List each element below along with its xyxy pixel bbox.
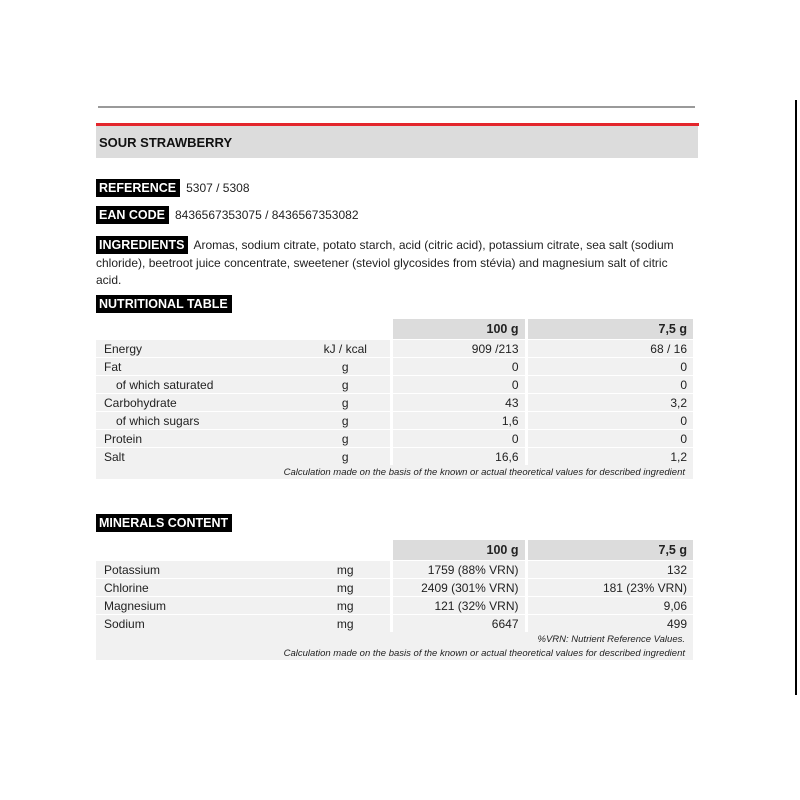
- nutrient-unit: g: [301, 376, 391, 394]
- ingredients-label: INGREDIENTS: [96, 236, 188, 254]
- value-serving: 499: [526, 615, 693, 633]
- minerals-section: [96, 514, 232, 532]
- nutrient-unit: g: [301, 430, 391, 448]
- nutrient-name: Energy: [96, 340, 301, 358]
- value-serving: 132: [526, 561, 693, 579]
- nutrient-name: Carbohydrate: [96, 394, 301, 412]
- value-100g: 0: [391, 376, 526, 394]
- nutrition-footnote-row: [96, 465, 693, 479]
- nutrition-section: [96, 295, 232, 313]
- nutrition-header-row: [96, 319, 693, 340]
- table-row: [96, 561, 693, 579]
- table-row: [96, 394, 693, 412]
- mineral-name: Magnesium: [96, 597, 301, 615]
- value-serving: 0: [526, 358, 693, 376]
- value-100g: 1,6: [391, 412, 526, 430]
- value-100g: 121 (32% VRN): [391, 597, 526, 615]
- nutrient-name: Salt: [96, 448, 301, 466]
- nutrient-name: of which saturated: [96, 376, 301, 394]
- minerals-table: [96, 540, 693, 660]
- col-100g-header: 100 g: [391, 540, 526, 561]
- header-blank: [301, 540, 391, 561]
- nutrient-unit: g: [301, 412, 391, 430]
- mineral-unit: mg: [301, 561, 391, 579]
- value-serving: 3,2: [526, 394, 693, 412]
- value-100g: 2409 (301% VRN): [391, 579, 526, 597]
- ean-line: [96, 206, 359, 224]
- value-serving: 68 / 16: [526, 340, 693, 358]
- value-serving: 9,06: [526, 597, 693, 615]
- col-serving-header: 7,5 g: [526, 319, 693, 340]
- table-row: [96, 615, 693, 633]
- value-serving: 0: [526, 430, 693, 448]
- table-row: [96, 430, 693, 448]
- value-100g: 43: [391, 394, 526, 412]
- mineral-unit: mg: [301, 579, 391, 597]
- table-row: [96, 412, 693, 430]
- nutrition-label: NUTRITIONAL TABLE: [96, 295, 232, 313]
- mineral-name: Potassium: [96, 561, 301, 579]
- mineral-unit: mg: [301, 597, 391, 615]
- product-name: SOUR STRAWBERRY: [99, 134, 233, 150]
- value-serving: 0: [526, 412, 693, 430]
- value-serving: 0: [526, 376, 693, 394]
- value-serving: 1,2: [526, 448, 693, 466]
- nutrient-unit: g: [301, 448, 391, 466]
- table-row: [96, 376, 693, 394]
- header-blank: [96, 319, 301, 340]
- mineral-unit: mg: [301, 615, 391, 633]
- nutrient-name: Fat: [96, 358, 301, 376]
- nutrition-table: [96, 319, 693, 479]
- nutrient-name: Protein: [96, 430, 301, 448]
- value-100g: 6647: [391, 615, 526, 633]
- product-title: [96, 126, 698, 158]
- nutrient-unit: kJ / kcal: [301, 340, 391, 358]
- minerals-footnote: Calculation made on the basis of the known or actual theoretical values for described ingredient: [96, 646, 693, 660]
- minerals-header-row: [96, 540, 693, 561]
- value-serving: 181 (23% VRN): [526, 579, 693, 597]
- reference-label: REFERENCE: [96, 179, 180, 197]
- reference-line: [96, 179, 250, 197]
- nutrition-footnote: Calculation made on the basis of the known or actual theoretical values for described ingredient: [96, 465, 693, 479]
- value-100g: 16,6: [391, 448, 526, 466]
- nutrient-unit: g: [301, 358, 391, 376]
- minerals-footnote-row: [96, 646, 693, 660]
- table-row: [96, 358, 693, 376]
- col-100g-header: 100 g: [391, 319, 526, 340]
- ingredients-text: Aromas, sodium citrate, potato starch, acid (citric acid), potassium citrate, sea salt (sodium chloride), beetroot juice concentrate, sweetener (steviol glycosides from stévia) and magnesium salt of citric acid.: [96, 238, 674, 287]
- right-edge-line: [795, 100, 797, 695]
- value-100g: 909 /213: [391, 340, 526, 358]
- nutrient-unit: g: [301, 394, 391, 412]
- reference-value: 5307 / 5308: [186, 181, 250, 195]
- table-row: [96, 340, 693, 358]
- table-row: [96, 597, 693, 615]
- ean-value: 8436567353075 / 8436567353082: [174, 208, 359, 222]
- mineral-name: Chlorine: [96, 579, 301, 597]
- mineral-name: Sodium: [96, 615, 301, 633]
- nutrient-name: of which sugars: [96, 412, 301, 430]
- value-100g: 1759 (88% VRN): [391, 561, 526, 579]
- ingredients-block: [96, 236, 696, 290]
- value-100g: 0: [391, 358, 526, 376]
- header-blank: [96, 540, 301, 561]
- col-serving-header: 7,5 g: [526, 540, 693, 561]
- vrn-note-row: [96, 632, 693, 646]
- table-row: [96, 579, 693, 597]
- top-divider: [98, 106, 695, 108]
- header-blank: [301, 319, 391, 340]
- minerals-label: MINERALS CONTENT: [96, 514, 232, 532]
- ean-label: EAN CODE: [96, 206, 169, 224]
- table-row: [96, 448, 693, 466]
- value-100g: 0: [391, 430, 526, 448]
- vrn-note: %VRN: Nutrient Reference Values.: [96, 632, 693, 646]
